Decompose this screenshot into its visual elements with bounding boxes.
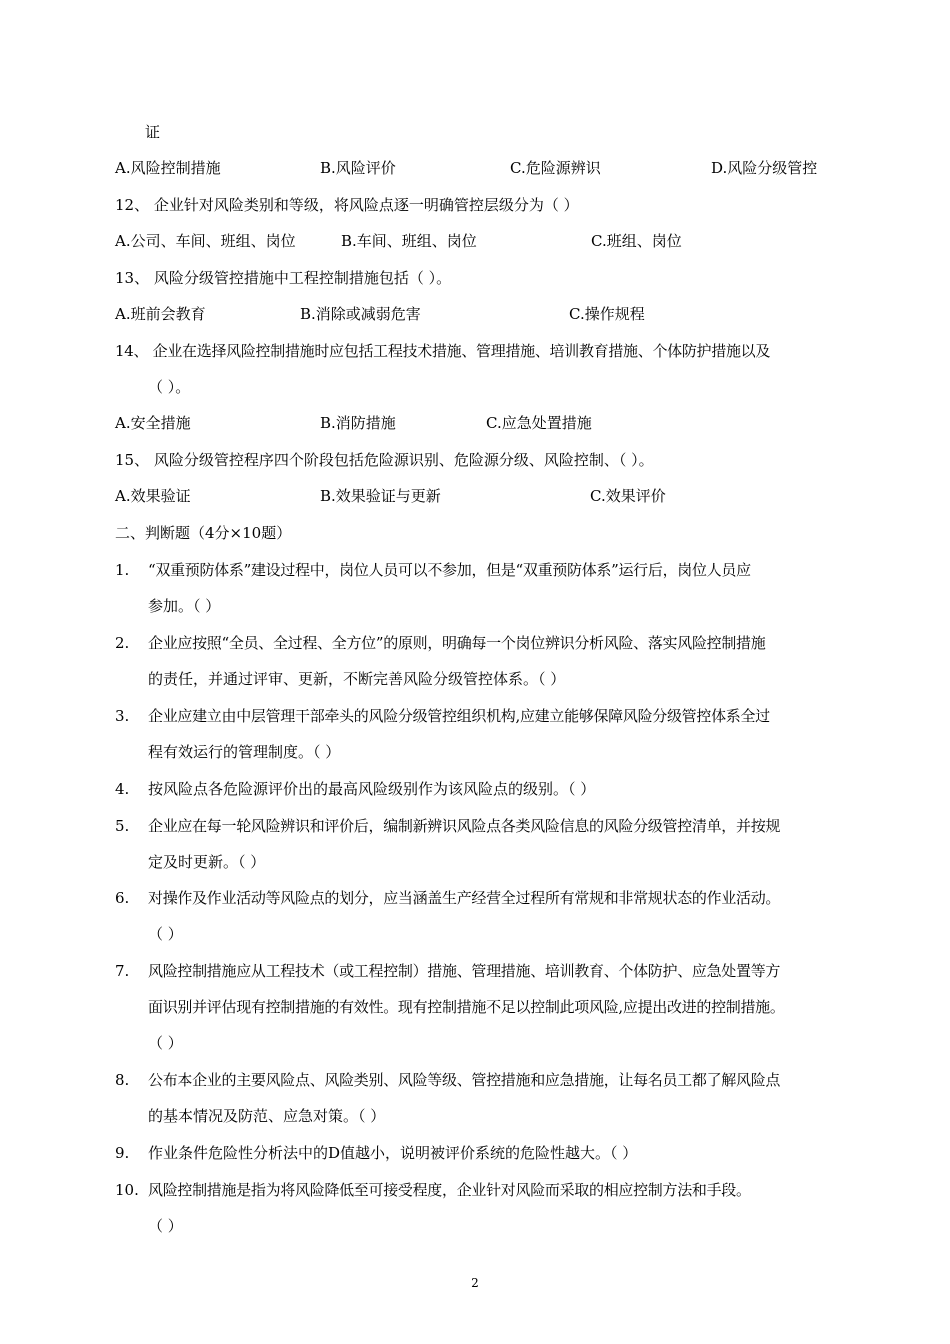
judgment-text: 风险控制措施应从工程技术（或工程控制）措施、管理措施、培训教育、个体防护、应急处置等方 (148, 962, 781, 980)
q14-question: 14、 企业在选择风险控制措施时应包括工程技术措施、管理措施、培训教育措施、个体防护措施以及 (115, 342, 771, 360)
q13-option-c: C.操作规程 (569, 305, 645, 323)
judgment-number: 4. (115, 780, 130, 798)
judgment-text: 按风险点各危险源评价出的最高风险级别作为该风险点的级别。（ ） (148, 780, 596, 798)
judgment-text: 参加。（ ） (148, 597, 221, 615)
judgment-text: “双重预防体系”建设过程中，岗位人员可以不参加，但是“双重预防体系”运行后，岗位人员应 (148, 561, 751, 579)
q14-option-b: B.消防措施 (320, 414, 396, 432)
judgment-text: 的基本情况及防范、应急对策。（ ） (148, 1107, 386, 1125)
judgment-text: 企业应在每一轮风险辨识和评价后，编制新辨识风险点各类风险信息的风险分级管控清单，并按规 (148, 817, 781, 835)
q13-option-a: A.班前会教育 (115, 305, 206, 323)
judgment-number: 9. (115, 1144, 130, 1162)
page-number: 2 (471, 1276, 479, 1290)
q14-option-a: A.安全措施 (115, 414, 191, 432)
q12-option-c: C.班组、岗位 (591, 232, 682, 250)
judgment-text: 作业条件危险性分析法中的D值越小，说明被评价系统的危险性越大。（ ） (148, 1144, 638, 1162)
judgment-number: 10. (115, 1181, 139, 1199)
q14-question-cont: （ ）。 (148, 378, 191, 396)
q11-option-c: C.危险源辨识 (510, 159, 601, 177)
q12-option-b: B.车间、班组、岗位 (341, 232, 477, 250)
judgment-number: 3. (115, 707, 130, 725)
q15-question: 15、 风险分级管控程序四个阶段包括危险源识别、危险源分级、风险控制、（ ）。 (115, 451, 654, 469)
q11-option-d: D.风险分级管控 (711, 159, 818, 177)
judgment-text: 企业应按照“全员、全过程、全方位”的原则，明确每一个岗位辨识分析风险、落实风险控制措施 (148, 634, 766, 652)
q13-question: 13、 风险分级管控措施中工程控制措施包括（ ）。 (115, 269, 452, 287)
q13-option-b: B.消除或减弱危害 (300, 305, 421, 323)
q12-question: 12、 企业针对风险类别和等级，将风险点逐一明确管控层级分为（ ） (115, 196, 579, 214)
judgment-number: 5. (115, 817, 130, 835)
section-title: 二、判断题（4分×10题） (115, 524, 292, 542)
q11-option-a: A.风险控制措施 (115, 159, 221, 177)
judgment-number: 7. (115, 962, 130, 980)
judgment-text: 企业应建立由中层管理干部牵头的风险分级管控组织机构,应建立能够保障风险分级管控体系全过 (148, 707, 770, 725)
continued-text: 证 (145, 123, 161, 141)
q15-option-a: A.效果验证 (115, 487, 191, 505)
judgment-number: 2. (115, 634, 130, 652)
judgment-number: 6. (115, 889, 130, 907)
judgment-text: 风险控制措施是指为将风险降低至可接受程度，企业针对风险而采取的相应控制方法和手段。 (148, 1181, 751, 1199)
judgment-text: 公布本企业的主要风险点、风险类别、风险等级、管控措施和应急措施，让每名员工都了解风险点 (148, 1071, 781, 1089)
judgment-text: （ ） (148, 1217, 183, 1235)
judgment-text: 定及时更新。（ ） (148, 853, 266, 871)
q15-option-b: B.效果验证与更新 (320, 487, 441, 505)
judgment-text: 面识别并评估现有控制措施的有效性。现有控制措施不足以控制此项风险,应提出改进的控制措施。 (148, 998, 785, 1016)
judgment-number: 8. (115, 1071, 130, 1089)
judgment-number: 1. (115, 561, 130, 579)
q12-option-a: A.公司、车间、班组、岗位 (115, 232, 296, 250)
judgment-text: 对操作及作业活动等风险点的划分，应当涵盖生产经营全过程所有常规和非常规状态的作业活动。 (148, 889, 781, 907)
q14-option-c: C.应急处置措施 (486, 414, 592, 432)
q15-option-c: C.效果评价 (590, 487, 666, 505)
judgment-text: （ ） (148, 925, 183, 943)
judgment-text: （ ） (148, 1034, 183, 1052)
judgment-text: 程有效运行的管理制度。（ ） (148, 743, 341, 761)
q11-option-b: B.风险评价 (320, 159, 396, 177)
judgment-text: 的责任，并通过评审、更新，不断完善风险分级管控体系。（ ） (148, 670, 566, 688)
